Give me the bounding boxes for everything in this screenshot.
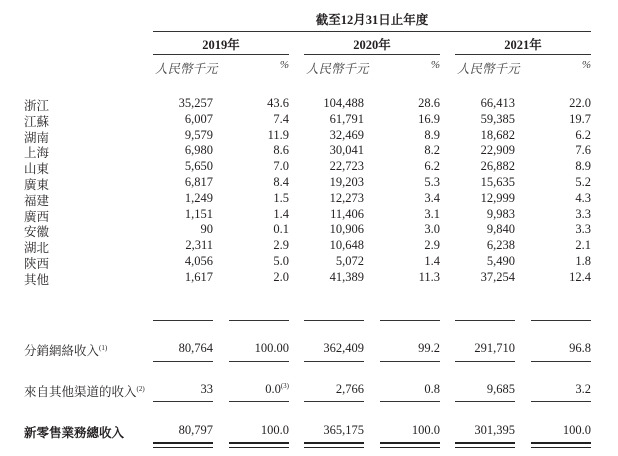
row-rule xyxy=(531,401,591,402)
cell-2019-amount: 90 xyxy=(200,222,213,236)
row-label: 湖北 xyxy=(24,241,50,255)
cell-2020-amount: 61,791 xyxy=(329,112,364,126)
cell-2020-percent: 6.2 xyxy=(424,159,440,173)
cell-2020-amount: 30,041 xyxy=(329,143,364,157)
cell-2020-percent: 3.0 xyxy=(424,222,440,236)
row-label: 湖南 xyxy=(24,131,50,145)
cell-2021-amount: 9,685 xyxy=(486,382,515,396)
cell-2021-amount: 18,682 xyxy=(480,128,515,142)
row-label: 陝西 xyxy=(24,257,50,271)
cell-2020-percent: 28.6 xyxy=(418,96,440,110)
cell-2019-percent: 7.4 xyxy=(273,112,289,126)
cell-2020-percent: 11.3 xyxy=(418,270,440,284)
row-rule xyxy=(380,401,440,402)
cell-2021-percent: 3.3 xyxy=(575,207,591,221)
cell-2019-percent: 100.00 xyxy=(254,341,289,355)
total-double-rule xyxy=(304,442,364,448)
cell-2020-percent: 0.8 xyxy=(424,382,440,396)
cell-2020-amount: 32,469 xyxy=(329,128,364,142)
cell-2020-percent: 16.9 xyxy=(418,112,440,126)
cell-2019-percent: 0.0$^{(3)}$ xyxy=(265,381,289,396)
cell-2021-percent: 6.2 xyxy=(575,128,591,142)
subtotal-rule xyxy=(531,320,591,321)
cell-2020-percent: 3.4 xyxy=(424,191,440,205)
table-title: 截至12月31日止年度 xyxy=(315,13,429,27)
row-label: 福建 xyxy=(24,194,50,208)
row-rule xyxy=(304,401,364,402)
subtotal-rule xyxy=(229,320,289,321)
cell-2019-percent: 0.1 xyxy=(273,222,289,236)
cell-2020-percent: 100.0 xyxy=(411,423,440,437)
cell-2019-percent: 8.6 xyxy=(273,143,289,157)
row-rule xyxy=(229,401,289,402)
row-label: 江蘇 xyxy=(24,115,50,129)
cell-2020-percent: 5.3 xyxy=(424,175,440,189)
cell-2019-amount: 5,650 xyxy=(184,159,213,173)
cell-2019-amount: 80,764 xyxy=(178,341,213,355)
row-label: 安徽 xyxy=(24,225,50,239)
total-double-rule xyxy=(380,442,440,448)
cell-2021-amount: 66,413 xyxy=(480,96,515,110)
cell-2020-amount: 362,409 xyxy=(323,341,364,355)
cell-2021-amount: 12,999 xyxy=(480,191,515,205)
cell-2020-percent: 99.2 xyxy=(418,341,440,355)
cell-2021-percent: 8.9 xyxy=(575,159,591,173)
cell-2021-amount: 5,490 xyxy=(486,254,515,268)
cell-2019-amount: 35,257 xyxy=(178,96,213,110)
total-double-rule xyxy=(153,442,213,448)
cell-2021-amount: 6,238 xyxy=(486,238,515,252)
percent-label-2019: % xyxy=(279,59,289,71)
cell-2019-percent: 2.0 xyxy=(273,270,289,284)
cell-2019-amount: 1,617 xyxy=(184,270,213,284)
cell-2021-amount: 9,983 xyxy=(486,207,515,221)
row-rule xyxy=(455,401,515,402)
cell-2019-amount: 9,579 xyxy=(184,128,213,142)
cell-2021-percent: 5.2 xyxy=(575,175,591,189)
percent-label-2020: % xyxy=(430,59,440,71)
total-double-rule xyxy=(455,442,515,448)
cell-2020-amount: 104,488 xyxy=(323,96,364,110)
cell-2020-percent: 8.9 xyxy=(424,128,440,142)
cell-2021-amount: 301,395 xyxy=(474,423,515,437)
row-label: 上海 xyxy=(24,146,50,160)
cell-2021-amount: 22,909 xyxy=(480,143,515,157)
row-rule xyxy=(153,361,213,362)
cell-2019-amount: 33 xyxy=(200,382,213,396)
cell-2019-amount: 80,797 xyxy=(178,423,213,437)
cell-2019-percent: 11.9 xyxy=(267,128,289,142)
cell-2021-percent: 3.2 xyxy=(575,382,591,396)
row-rule xyxy=(455,361,515,362)
cell-2019-amount: 2,311 xyxy=(185,238,213,252)
cell-2020-amount: 10,648 xyxy=(329,238,364,252)
row-label: 其他 xyxy=(24,273,50,287)
row-label: 廣西 xyxy=(24,210,50,224)
cell-2021-amount: 59,385 xyxy=(480,112,515,126)
row-rule xyxy=(380,361,440,362)
year-rule-2020 xyxy=(304,54,440,55)
cell-2019-percent: 8.4 xyxy=(273,175,289,189)
cell-2019-amount: 6,007 xyxy=(184,112,213,126)
cell-2020-amount: 22,723 xyxy=(329,159,364,173)
year-rule-2019 xyxy=(153,54,289,55)
cell-2019-percent: 5.0 xyxy=(273,254,289,268)
cell-2021-amount: 15,635 xyxy=(480,175,515,189)
cell-2021-amount: 37,254 xyxy=(480,270,515,284)
cell-2021-percent: 7.6 xyxy=(575,143,591,157)
subtotal-rule xyxy=(304,320,364,321)
cell-2019-percent: 1.4 xyxy=(273,207,289,221)
cell-2020-amount: 11,406 xyxy=(330,207,364,221)
row-label: 山東 xyxy=(24,162,50,176)
cell-2019-percent: 43.6 xyxy=(267,96,289,110)
cell-2020-amount: 19,203 xyxy=(329,175,364,189)
cell-2021-percent: 2.1 xyxy=(575,238,591,252)
cell-2021-percent: 4.3 xyxy=(575,191,591,205)
cell-2019-amount: 6,817 xyxy=(184,175,213,189)
year-header-2020: 2020年 xyxy=(353,38,391,52)
unit-label-2020: 人民幣千元 xyxy=(306,62,369,76)
cell-2019-percent: 1.5 xyxy=(273,191,289,205)
cell-2019-amount: 1,249 xyxy=(184,191,213,205)
cell-2020-percent: 3.1 xyxy=(424,207,440,221)
row-rule xyxy=(229,361,289,362)
cell-2019-amount: 6,980 xyxy=(184,143,213,157)
subtotal-rule xyxy=(455,320,515,321)
row-label: 浙江 xyxy=(24,99,50,113)
cell-2021-amount: 291,710 xyxy=(474,341,515,355)
cell-2019-amount: 4,056 xyxy=(184,254,213,268)
cell-2021-percent: 1.8 xyxy=(575,254,591,268)
total-double-rule xyxy=(531,442,591,448)
percent-label-2021: % xyxy=(581,59,591,71)
cell-2019-percent: 2.9 xyxy=(273,238,289,252)
cell-2020-amount: 10,906 xyxy=(329,222,364,236)
row-label: 分銷網絡收入$^{(1)}$ xyxy=(24,343,108,358)
year-rule-2021 xyxy=(455,54,591,55)
cell-2020-amount: 41,389 xyxy=(329,270,364,284)
cell-2019-percent: 7.0 xyxy=(273,159,289,173)
total-double-rule xyxy=(229,442,289,448)
subtotal-rule xyxy=(380,320,440,321)
cell-2021-percent: 3.3 xyxy=(575,222,591,236)
cell-2020-percent: 1.4 xyxy=(424,254,440,268)
cell-2021-percent: 19.7 xyxy=(569,112,591,126)
year-header-2021: 2021年 xyxy=(504,38,542,52)
subtotal-rule xyxy=(153,320,213,321)
cell-2020-amount: 2,766 xyxy=(335,382,364,396)
row-label: 廣東 xyxy=(24,178,50,192)
cell-2021-amount: 9,840 xyxy=(486,222,515,236)
cell-2021-percent: 22.0 xyxy=(569,96,591,110)
year-header-2019: 2019年 xyxy=(202,38,240,52)
row-label: 來自其他渠道的收入$^{(2)}$ xyxy=(24,384,145,399)
row-label: 新零售業務總收入 xyxy=(24,426,125,440)
unit-label-2021: 人民幣千元 xyxy=(457,62,520,76)
cell-2020-percent: 8.2 xyxy=(424,143,440,157)
cell-2021-amount: 26,882 xyxy=(480,159,515,173)
cell-2019-percent: 100.0 xyxy=(260,423,289,437)
row-rule xyxy=(153,401,213,402)
row-rule xyxy=(304,361,364,362)
unit-label-2019: 人民幣千元 xyxy=(155,62,218,76)
row-rule xyxy=(531,361,591,362)
title-rule xyxy=(153,31,591,32)
cell-2020-amount: 5,072 xyxy=(335,254,364,268)
cell-2021-percent: 100.0 xyxy=(562,423,591,437)
cell-2020-percent: 2.9 xyxy=(424,238,440,252)
cell-2020-amount: 12,273 xyxy=(329,191,364,205)
cell-2021-percent: 12.4 xyxy=(569,270,591,284)
cell-2021-percent: 96.8 xyxy=(569,341,591,355)
cell-2019-amount: 1,151 xyxy=(184,207,213,221)
cell-2020-amount: 365,175 xyxy=(323,423,364,437)
